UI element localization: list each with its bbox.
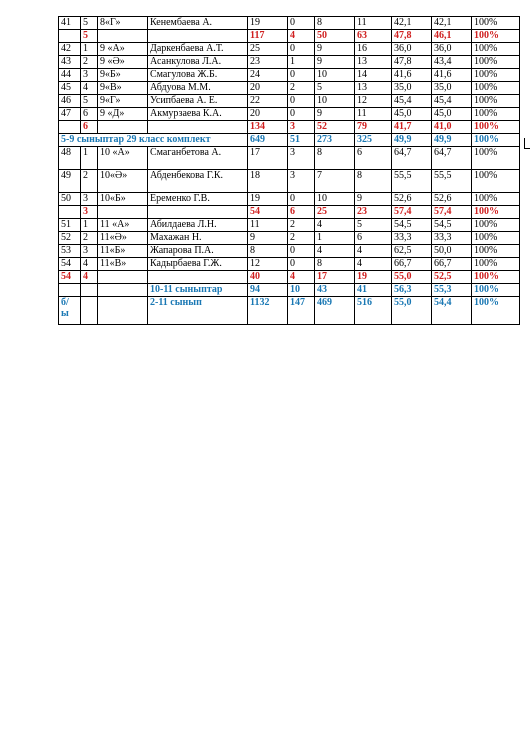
table-cell: 50 xyxy=(315,30,355,43)
subtotal-row xyxy=(59,121,520,134)
table-cell: 0 xyxy=(288,69,315,82)
table-cell: Смаганбетова А. xyxy=(148,147,248,170)
table-cell: 46 xyxy=(59,95,81,108)
table-cell: 55,3 xyxy=(432,284,472,297)
table-cell: 23 xyxy=(355,206,392,219)
table-cell: Асанкулова Л.А. xyxy=(148,56,248,69)
table-cell: Абденбекова Г.К. xyxy=(148,170,248,193)
table-cell: 8 xyxy=(315,147,355,170)
table-cell xyxy=(148,121,248,134)
table-cell xyxy=(98,121,148,134)
table-cell: 49,9 xyxy=(392,134,432,147)
table-cell: 12 xyxy=(355,95,392,108)
table-cell xyxy=(148,271,248,284)
table-cell: 47,8 xyxy=(392,30,432,43)
table-cell: 4 xyxy=(288,271,315,284)
table-cell: Кадырбаева Г.Ж. xyxy=(148,258,248,271)
table-cell: 9«В» xyxy=(98,82,148,95)
table-row xyxy=(59,147,520,170)
table-cell: 48 xyxy=(59,147,81,170)
table-cell: 9 xyxy=(315,43,355,56)
table-cell: 100% xyxy=(472,193,520,206)
table-cell: 52 xyxy=(59,232,81,245)
table-cell: 100% xyxy=(472,121,520,134)
table-cell: 100% xyxy=(472,134,520,147)
table-cell: 6 xyxy=(355,232,392,245)
table-cell: 3 xyxy=(288,170,315,193)
total-row xyxy=(59,284,520,297)
table-cell: 2 xyxy=(81,56,98,69)
table-cell: 64,7 xyxy=(392,147,432,170)
table-cell: 100% xyxy=(472,206,520,219)
table-cell: 43 xyxy=(315,284,355,297)
table-cell: 10 xyxy=(288,284,315,297)
table-cell xyxy=(81,284,98,297)
table-cell: 9«Б» xyxy=(98,69,148,82)
table-cell: 6 xyxy=(288,206,315,219)
table-cell: 66,7 xyxy=(392,258,432,271)
table-cell: 0 xyxy=(288,258,315,271)
table-cell: 3 xyxy=(81,193,98,206)
table-cell: 5 xyxy=(81,17,98,30)
table-cell: 4 xyxy=(315,245,355,258)
table-cell: 51 xyxy=(288,134,315,147)
table-cell: 10 xyxy=(315,69,355,82)
table-cell: 100% xyxy=(472,258,520,271)
table-cell: 5 xyxy=(315,82,355,95)
table-cell: 52,6 xyxy=(392,193,432,206)
table-cell: 43 xyxy=(59,56,81,69)
table-cell: 11«В» xyxy=(98,258,148,271)
table-cell: 45,4 xyxy=(432,95,472,108)
table-cell: 22 xyxy=(248,95,288,108)
table-cell: 100% xyxy=(472,108,520,121)
table-cell: 54,5 xyxy=(432,219,472,232)
table-row xyxy=(59,170,520,193)
table-cell: 40 xyxy=(248,271,288,284)
table-cell: 36,0 xyxy=(432,43,472,56)
subtotal-row xyxy=(59,30,520,43)
table-cell: 5 xyxy=(81,30,98,43)
subtotal-row xyxy=(59,206,520,219)
edge-bracket-mark xyxy=(524,138,530,149)
table-cell: 57,4 xyxy=(432,206,472,219)
table-cell: 16 xyxy=(355,43,392,56)
table-cell: 56,3 xyxy=(392,284,432,297)
table-cell: 3 xyxy=(288,147,315,170)
table-cell: 14 xyxy=(355,69,392,82)
table-cell: 42 xyxy=(59,43,81,56)
table-cell: 41,6 xyxy=(432,69,472,82)
table-cell: Даркенбаева А.Т. xyxy=(148,43,248,56)
table-cell: 19 xyxy=(248,193,288,206)
table-cell xyxy=(59,284,81,297)
table-cell: 4 xyxy=(355,245,392,258)
table-cell xyxy=(98,206,148,219)
table-row xyxy=(59,232,520,245)
table-cell: 1 xyxy=(315,232,355,245)
table-cell: 41,6 xyxy=(392,69,432,82)
table-cell xyxy=(98,297,148,325)
table-cell: 11 xyxy=(355,108,392,121)
table-cell: Усипбаева А. Е. xyxy=(148,95,248,108)
table-cell: 100% xyxy=(472,147,520,170)
table-cell: 100% xyxy=(472,82,520,95)
table-cell: 325 xyxy=(355,134,392,147)
table-cell: Абилдаева Л.Н. xyxy=(148,219,248,232)
table-cell: 469 xyxy=(315,297,355,325)
table-cell: 2 xyxy=(81,232,98,245)
table-cell: 3 xyxy=(81,206,98,219)
table-cell: 3 xyxy=(81,69,98,82)
table-cell: 100% xyxy=(472,297,520,325)
table-cell: 50 xyxy=(59,193,81,206)
table-cell: 13 xyxy=(355,56,392,69)
table-cell: 100% xyxy=(472,271,520,284)
table-cell: 1 xyxy=(81,147,98,170)
table-cell: 0 xyxy=(288,17,315,30)
table-row xyxy=(59,43,520,56)
table-cell: 25 xyxy=(315,206,355,219)
table-cell: 10-11 сыныптар xyxy=(148,284,248,297)
table-cell: 3 xyxy=(288,121,315,134)
table-cell: 42,1 xyxy=(432,17,472,30)
table-cell: 11«Ә» xyxy=(98,232,148,245)
table-cell: 4 xyxy=(81,258,98,271)
table-cell: 20 xyxy=(248,82,288,95)
table-cell: 5 xyxy=(355,219,392,232)
table-cell: 100% xyxy=(472,245,520,258)
table-cell: Махажан Н. xyxy=(148,232,248,245)
table-cell: 8 xyxy=(315,17,355,30)
table-cell: 11 «А» xyxy=(98,219,148,232)
table-cell: 66,7 xyxy=(432,258,472,271)
table-cell: 18 xyxy=(248,170,288,193)
table-cell: 94 xyxy=(248,284,288,297)
table-cell: 54 xyxy=(59,258,81,271)
table-cell: 9 xyxy=(315,56,355,69)
table-cell: 54 xyxy=(248,206,288,219)
table-cell: 9 «Ә» xyxy=(98,56,148,69)
table-cell: 50,0 xyxy=(432,245,472,258)
table-cell: 8 xyxy=(315,258,355,271)
table-cell: 100% xyxy=(472,95,520,108)
table-cell: 17 xyxy=(248,147,288,170)
table-cell: 57,4 xyxy=(392,206,432,219)
table-cell: 100% xyxy=(472,17,520,30)
table-cell: 100% xyxy=(472,30,520,43)
table-cell: 33,3 xyxy=(392,232,432,245)
table-cell: 79 xyxy=(355,121,392,134)
table-cell: 9 xyxy=(248,232,288,245)
table-cell: 55,5 xyxy=(432,170,472,193)
table-cell: 23 xyxy=(248,56,288,69)
table-cell: Абдуова М.М. xyxy=(148,82,248,95)
table-cell: 11«Б» xyxy=(98,245,148,258)
table-cell: 0 xyxy=(288,108,315,121)
table-cell: 33,3 xyxy=(432,232,472,245)
table-cell: 10«Б» xyxy=(98,193,148,206)
subtotal-row xyxy=(59,271,520,284)
table-cell: 4 xyxy=(81,82,98,95)
table-cell: 4 xyxy=(315,219,355,232)
table-cell xyxy=(98,30,148,43)
table-cell: 0 xyxy=(288,95,315,108)
table-cell: 10«Ә» xyxy=(98,170,148,193)
table-cell: 3 xyxy=(81,245,98,258)
table-cell: 10 «А» xyxy=(98,147,148,170)
table-cell: 0 xyxy=(288,43,315,56)
table-cell: 10 xyxy=(315,193,355,206)
table-cell: 8 xyxy=(248,245,288,258)
table-cell: 51 xyxy=(59,219,81,232)
table-row xyxy=(59,95,520,108)
table-cell: 47,8 xyxy=(392,56,432,69)
table-cell: 117 xyxy=(248,30,288,43)
table-cell: 8«Г» xyxy=(98,17,148,30)
table-cell xyxy=(59,30,81,43)
table-cell xyxy=(98,284,148,297)
table-cell: 55,0 xyxy=(392,297,432,325)
table-cell: 9«Г» xyxy=(98,95,148,108)
table-cell: 52,6 xyxy=(432,193,472,206)
table-cell: 53 xyxy=(59,245,81,258)
total-row xyxy=(59,297,520,325)
table-cell: Жапарова П.А. xyxy=(148,245,248,258)
table-cell: 100% xyxy=(472,170,520,193)
table-cell: Кенембаева А. xyxy=(148,17,248,30)
table-cell: 100% xyxy=(472,284,520,297)
table-cell xyxy=(98,271,148,284)
table-cell: 36,0 xyxy=(392,43,432,56)
table-cell xyxy=(148,30,248,43)
table-cell: 41,7 xyxy=(392,121,432,134)
table-cell: Смагулова Ж.Б. xyxy=(148,69,248,82)
table-cell: 2 xyxy=(81,170,98,193)
table-row xyxy=(59,17,520,30)
table-cell: 63 xyxy=(355,30,392,43)
table-cell: 6 xyxy=(81,121,98,134)
table-cell: 6 xyxy=(81,108,98,121)
table-cell: Акмурзаева К.А. xyxy=(148,108,248,121)
table-cell: 35,0 xyxy=(392,82,432,95)
table-cell: 41 xyxy=(355,284,392,297)
table-cell: 19 xyxy=(355,271,392,284)
table-cell: 8 xyxy=(355,170,392,193)
table-cell: 1132 xyxy=(248,297,288,325)
table-row xyxy=(59,108,520,121)
table-row xyxy=(59,82,520,95)
table-cell: 45,0 xyxy=(432,108,472,121)
table-cell xyxy=(59,121,81,134)
table-cell: 47 xyxy=(59,108,81,121)
table-cell: 6 xyxy=(355,147,392,170)
table-cell: 147 xyxy=(288,297,315,325)
table-cell: 41,0 xyxy=(432,121,472,134)
table-cell: 55,5 xyxy=(392,170,432,193)
table-cell: 0 xyxy=(288,245,315,258)
table-cell: 17 xyxy=(315,271,355,284)
table-cell: 9 «А» xyxy=(98,43,148,56)
table-cell: 54 xyxy=(59,271,81,284)
table-cell: 49,9 xyxy=(432,134,472,147)
table-cell: 24 xyxy=(248,69,288,82)
table-cell: 4 xyxy=(355,258,392,271)
table-row xyxy=(59,258,520,271)
table-cell: 52 xyxy=(315,121,355,134)
table-cell: 45 xyxy=(59,82,81,95)
table-row xyxy=(59,219,520,232)
table-cell: 1 xyxy=(81,219,98,232)
table-cell: 12 xyxy=(248,258,288,271)
table-cell: 100% xyxy=(472,56,520,69)
table-cell: 13 xyxy=(355,82,392,95)
table-cell: 62,5 xyxy=(392,245,432,258)
table-row xyxy=(59,56,520,69)
results-table xyxy=(58,16,520,325)
table-cell: 49 xyxy=(59,170,81,193)
table-cell: 19 xyxy=(248,17,288,30)
table-cell: 100% xyxy=(472,219,520,232)
table-row xyxy=(59,193,520,206)
table-cell: б/ ы xyxy=(59,297,81,325)
table-cell: 1 xyxy=(81,43,98,56)
table-row xyxy=(59,69,520,82)
table-cell: 11 xyxy=(248,219,288,232)
table-cell: 10 xyxy=(315,95,355,108)
table-cell: 20 xyxy=(248,108,288,121)
table-cell: 4 xyxy=(81,271,98,284)
table-cell: 35,0 xyxy=(432,82,472,95)
table-cell: 11 xyxy=(355,17,392,30)
table-cell: 45,0 xyxy=(392,108,432,121)
table-cell: 2 xyxy=(288,219,315,232)
table-cell: 41 xyxy=(59,17,81,30)
table-cell xyxy=(148,206,248,219)
table-cell: 55,0 xyxy=(392,271,432,284)
table-cell: 273 xyxy=(315,134,355,147)
table-cell: 649 xyxy=(248,134,288,147)
table-cell: 134 xyxy=(248,121,288,134)
table-cell: 42,1 xyxy=(392,17,432,30)
table-cell: 4 xyxy=(288,30,315,43)
table-cell: 5 xyxy=(81,95,98,108)
table-cell: 52,5 xyxy=(432,271,472,284)
table-cell: 9 xyxy=(355,193,392,206)
group-label-cell: 5-9 сыныптар 29 класс комплект xyxy=(59,134,248,147)
table-row xyxy=(59,245,520,258)
table-cell: 2 xyxy=(288,82,315,95)
total-row xyxy=(59,134,520,147)
table-cell: 9 xyxy=(315,108,355,121)
table-cell: 2 xyxy=(288,232,315,245)
table-cell: 64,7 xyxy=(432,147,472,170)
table-cell: 100% xyxy=(472,232,520,245)
table-cell: 54,5 xyxy=(392,219,432,232)
table-cell: 44 xyxy=(59,69,81,82)
table-cell: 45,4 xyxy=(392,95,432,108)
table-cell: 516 xyxy=(355,297,392,325)
table-cell: 2-11 сынып xyxy=(148,297,248,325)
table-cell: 25 xyxy=(248,43,288,56)
table-cell: 46,1 xyxy=(432,30,472,43)
table-cell: 100% xyxy=(472,43,520,56)
table-cell: 54,4 xyxy=(432,297,472,325)
table-cell: 7 xyxy=(315,170,355,193)
table-cell: 43,4 xyxy=(432,56,472,69)
table-cell: 0 xyxy=(288,193,315,206)
table-body xyxy=(59,17,520,325)
table-cell: Еременко Г.В. xyxy=(148,193,248,206)
table-cell: 9 «Д» xyxy=(98,108,148,121)
table-cell: 100% xyxy=(472,69,520,82)
table-cell xyxy=(81,297,98,325)
table-cell: 1 xyxy=(288,56,315,69)
table-cell xyxy=(59,206,81,219)
